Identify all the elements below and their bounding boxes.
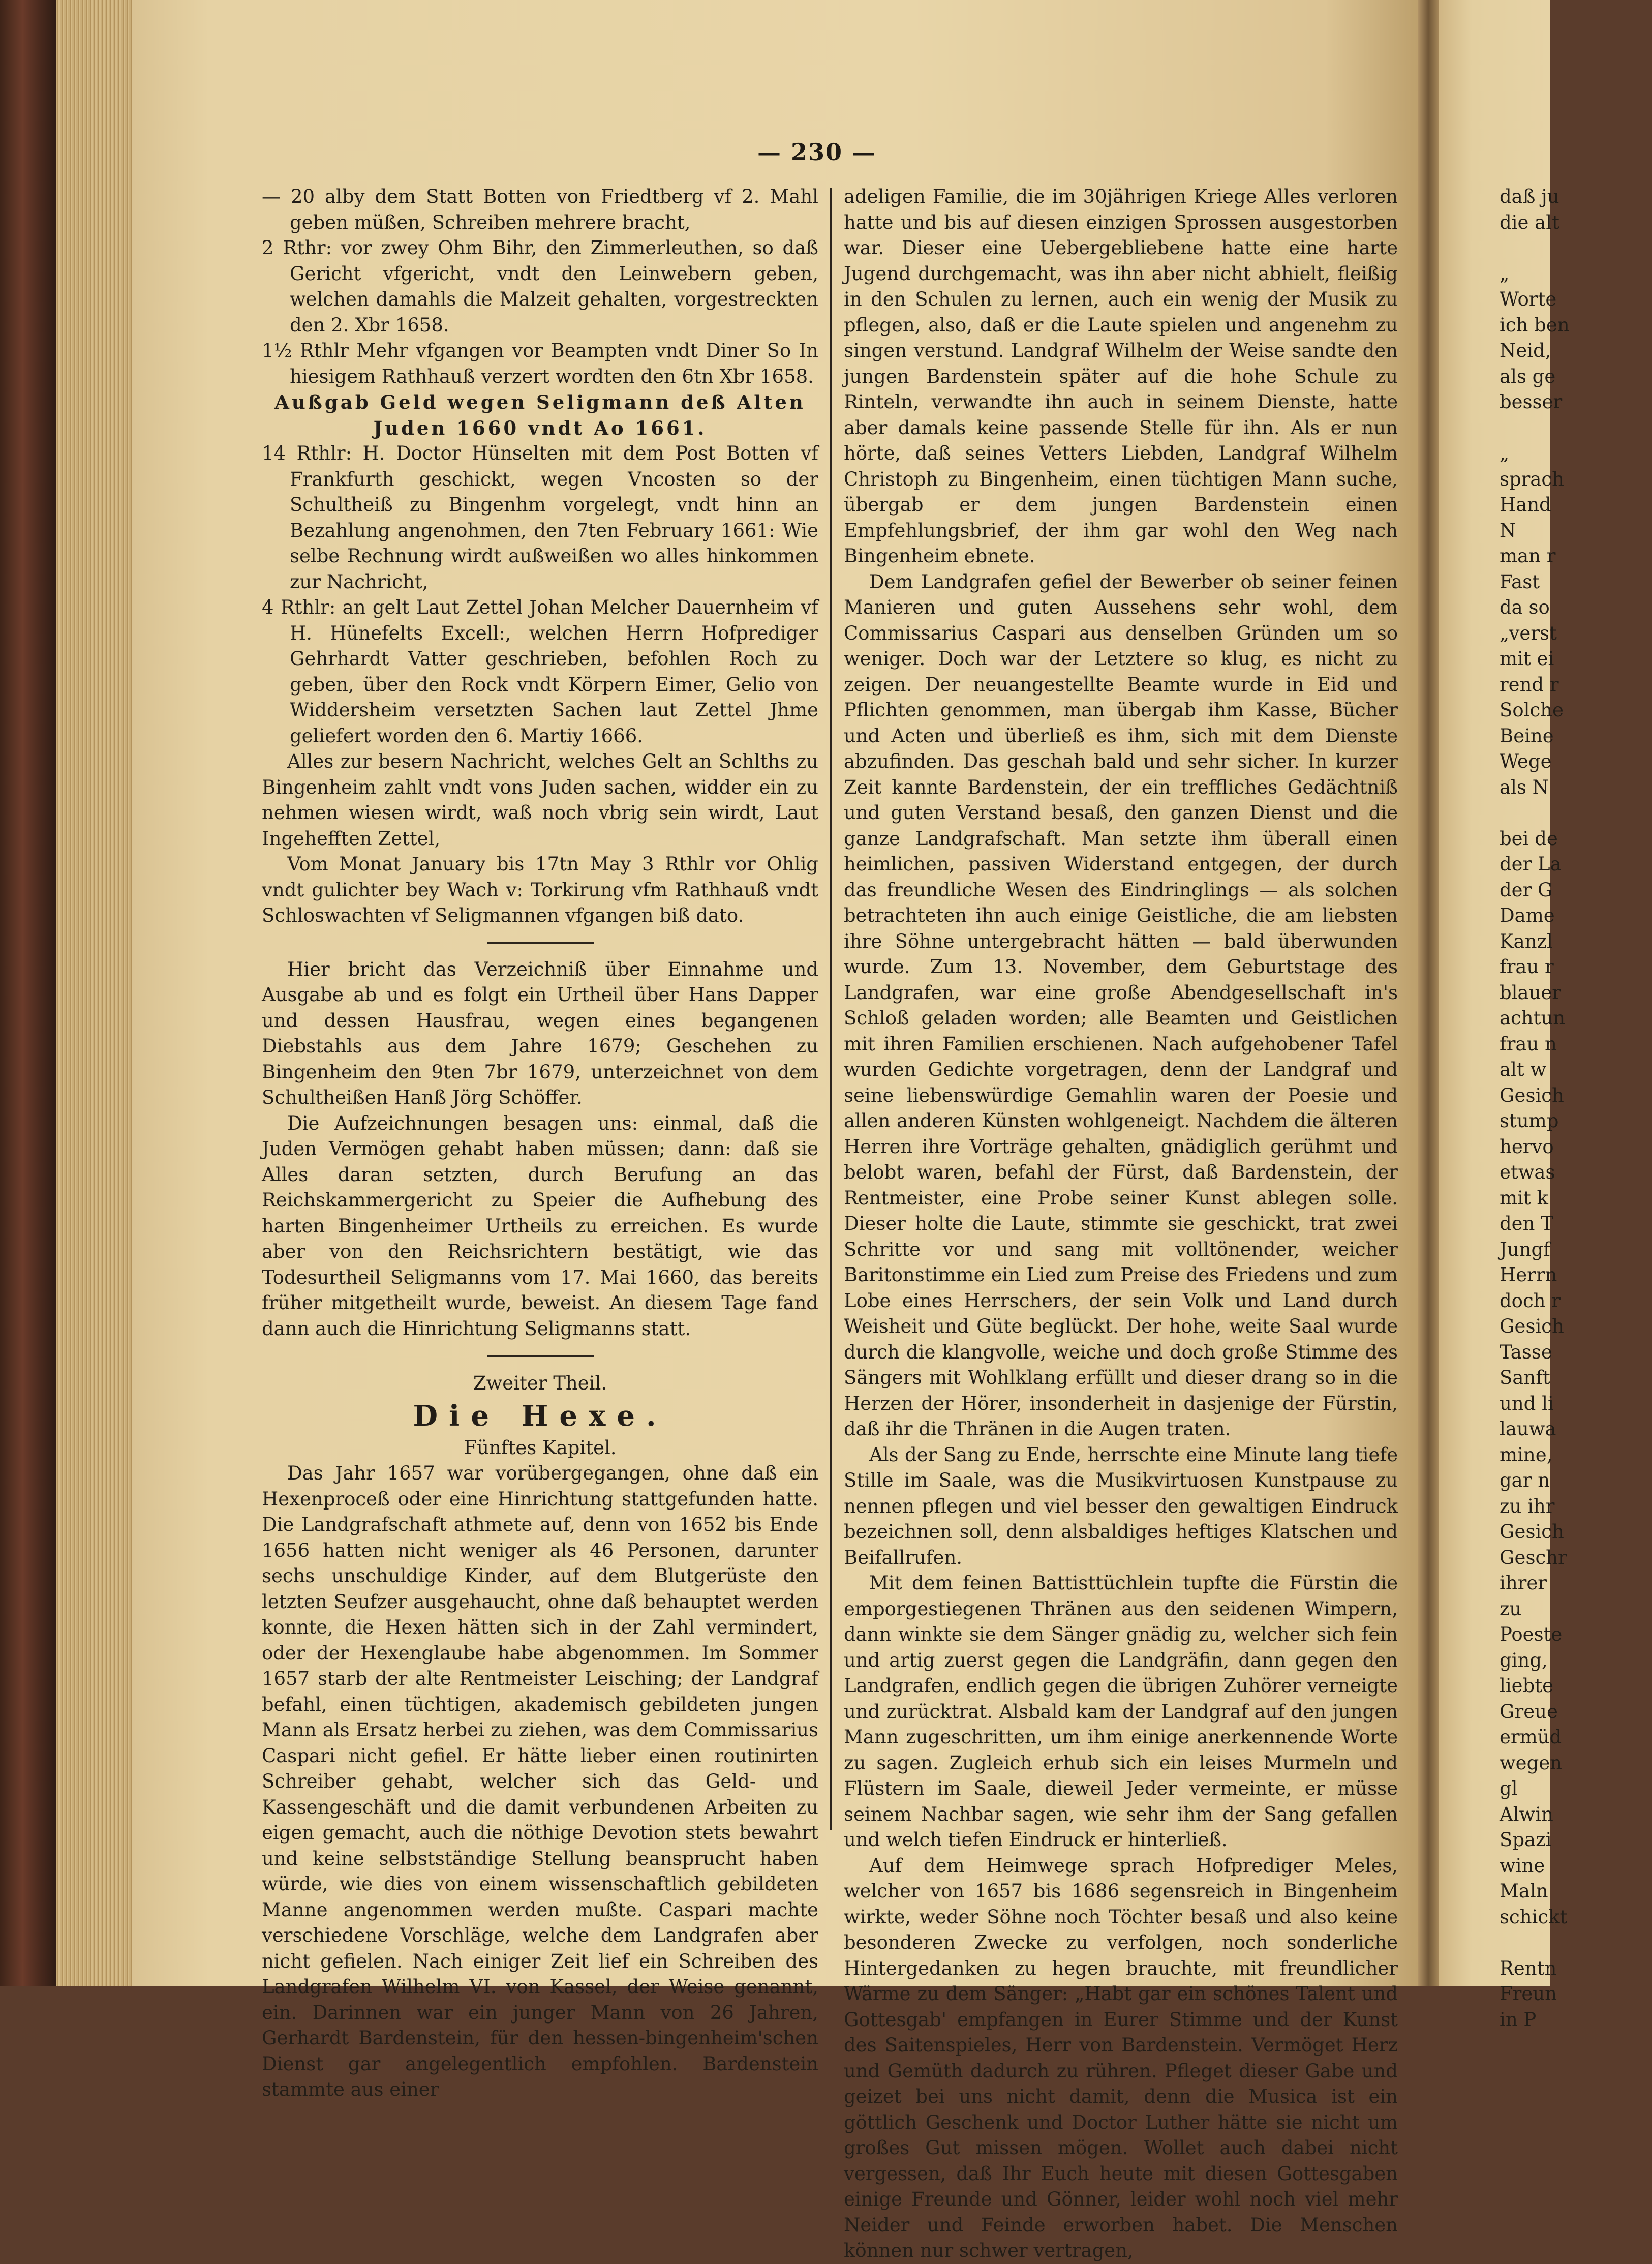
next-page-line: Geschr bbox=[1500, 1546, 1567, 1568]
next-page-line: N bbox=[1500, 519, 1516, 541]
next-page-line: sprach bbox=[1500, 468, 1564, 490]
next-page-line: ihrer bbox=[1500, 1572, 1547, 1594]
ledger-entry: — 20 alby dem Statt Botten von Friedtberg vf 2. Mahl geben müßen, Schreiben mehrere bracht, bbox=[262, 186, 818, 233]
next-page-line: wine bbox=[1500, 1854, 1545, 1877]
next-page-fragments bbox=[1500, 184, 1652, 2033]
next-page-line: Fast bbox=[1500, 570, 1540, 593]
paragraph: Auf dem Heimwege sprach Hofprediger Meles, welcher von 1657 bis 1686 segensreich in Bingenheim wirkte, weder Söhne noch Töchter besaß und also keine besonderen Zwecke zu verfolgen, noch sonderliche Hintergedanken zu hegen brauchte, mit freundlicher Wärme zu dem Sänger: „Habt gar ein schönes Talent und Gottesgab' empfangen in Eurer Stimme und der Kunst des Saitenspieles, Herr von Bardenstein. Vermöget Herz und Gemüth dadurch zu rühren. Pfleget dieser Gabe und geizet bei uns nicht damit, denn die Musica ist ein göttlich Geschenk und Doctor Luther hätte sie nicht um großes Gut missen mögen. Wollet auch dabei nicht vergessen, daß Ihr Euch heute mit diesen Gottesgaben einige Freunde und Gönner, leider wohl noch viel mehr Neider und Feinde erworben habet. Die Menschen können nur schwer vertragen, bbox=[844, 1854, 1398, 2261]
section-heading: Außgab Geld wegen Seligmann deß Alten Juden 1660 vndt Ao 1661. bbox=[274, 391, 806, 439]
chapter-title: Fünftes Kapitel. bbox=[464, 1436, 617, 1459]
next-page-line: der G bbox=[1500, 879, 1553, 901]
next-page-line: frau r bbox=[1500, 956, 1554, 978]
paragraph: Dem Landgrafen gefiel der Bewerber ob seiner feinen Manieren und guten Aussehens sehr wohl, dem Commissarius Caspari aus denselben Gründen um so weniger. Doch war der Letztere so klug, es nicht zu zeigen. Der neuangestellte Beamte wurde in Eid und Pflichten genommen, man übergab ihm Kasse, Bücher und Acten und überließ es ihm, sich mit dem Dienste abzufinden. Das geschah bald und sehr sicher. In kurzer Zeit kannte Bardenstein, der ein treffliches Gedächtniß und guten Verstand besaß, den ganzen Dienst und die ganze Landgrafschaft. Man setzte ihm überall einen heimlichen, passiven Widerstand entgegen, der durch das freundliche Wesen des Eindringlings — als solchen betrachteten ihn auch einige Geistliche, die am liebsten ihre Söhne untergebracht hätten — bald überwunden wurde. Zum 13. November, dem Geburtstage des Landgrafen, war eine große Abendgesellschaft in's Schloß geladen worden; alle Beamten und Geistlichen mit ihren Familien erschienen. Nach aufgehobener Tafel wurden Gedichte vorgetragen, denn der Landgraf und seine liebenswürdige Gemahlin waren der Poesie und allen anderen Künsten wohlgeneigt. Nachdem die älteren Herren ihre Vorträge gehalten, gnädiglich gerühmt und belobt waren, befahl der Fürst, daß Bardenstein, der Rentmeister, eine Probe seiner Kunst ablegen solle. Dieser holte die Laute, stimmte sie geschickt, trat zwei Schritte vor und sang mit volltönender, weicher Baritonstimme ein Lied zum Preise des Friedens und zum Lobe eines Herrschers, der sein Volk und Land durch Weisheit und Güte beglückt. Der hohe, weite Saal wurde durch die klangvolle, weiche und doch große Stimme des Sängers mit Wohlklang erfüllt und dieser drang so in die Herzen der Hörer, insonderheit in dasjenige der Fürstin, daß ihr die Thränen in die Augen traten. bbox=[844, 570, 1398, 1440]
next-page-line: wegen bbox=[1500, 1752, 1562, 1774]
next-page-line: rend r bbox=[1500, 673, 1559, 696]
story-title: Die Hexe. bbox=[413, 1399, 667, 1433]
next-page-line: in P bbox=[1500, 2008, 1537, 2031]
paragraph: Die Aufzeichnungen besagen uns: einmal, daß die Juden Vermögen gehabt haben müssen; dann: daß sie Alles daran setzten, durch Berufung an das Reichskammergericht zu Speier die Aufhebung des harten Bingenheimer Urtheils zu erreichen. Es wurde aber von den Reichsrichtern bestätigt, wie das Todesurtheil Seligmanns vom 17. Mai 1660, das bereits früher mitgetheilt wurde, beweist. An diesem Tage fand dann auch die Hinrichtung Seligmanns statt. bbox=[262, 1112, 818, 1340]
next-page-line: Gesich bbox=[1500, 1315, 1564, 1337]
next-page-line: Solche bbox=[1500, 699, 1564, 721]
column-divider bbox=[830, 188, 832, 1830]
ledger-entry: 2 Rthr: vor zwey Ohm Bihr, den Zimmerleuthen, so daß Gericht vfgericht, vndt den Leinwebern geben, welchen damahls die Malzeit gehalten, vorgestreckten den 2. Xbr 1658. bbox=[262, 237, 818, 336]
next-page-line: Greue bbox=[1500, 1700, 1558, 1723]
next-page-line: lauwa bbox=[1500, 1418, 1556, 1440]
page-number: — 230 — bbox=[757, 138, 877, 166]
next-page-line: Maln bbox=[1500, 1880, 1548, 1902]
next-page-line: frau n bbox=[1500, 1033, 1557, 1055]
next-page-line: der La bbox=[1500, 853, 1562, 875]
book-gutter bbox=[1418, 0, 1439, 1986]
paragraph: Mit dem feinen Battisttüchlein tupfte die Fürstin die emporgestiegenen Thränen aus den seidenen Wimpern, dann winkte sie dem Sänger gnädig zu, welcher sich fein und artig zuerst gegen die Landgräfin, dann gegen den Landgrafen, endlich gegen die übrigen Zuhörer verneigte und zurücktrat. Alsbald kam der Landgraf auf den jungen Mann zugeschritten, um ihm einige anerkennende Worte zu sagen. Zugleich erhub sich ein leises Murmeln und Flüstern im Saale, dieweil Jeder vermeinte, er müsse seinem Nachbar sagen, wie sehr ihm der Sang gefallen und welch tiefen Eindruck er hinterließ. bbox=[844, 1572, 1398, 1851]
next-page-line bbox=[1500, 1930, 1652, 1956]
next-page-line: „ bbox=[1500, 442, 1510, 464]
next-page-line: doch r bbox=[1500, 1289, 1561, 1312]
paragraph: Vom Monat January bis 17tn May 3 Rthlr vor Ohlig vndt gulichter bey Wach v: Torkirung vfm Rathhauß vndt Schloswachten vf Seligmannen vfgangen biß dato. bbox=[262, 853, 818, 926]
next-page-line: Dame bbox=[1500, 904, 1555, 926]
next-page-line: zu bbox=[1500, 1597, 1522, 1620]
next-page-line: die alt bbox=[1500, 211, 1559, 233]
next-page-line: Alwin bbox=[1500, 1803, 1553, 1825]
next-page-line: alt w bbox=[1500, 1059, 1547, 1080]
next-page-line: stump bbox=[1500, 1110, 1559, 1132]
next-page-line: Kanzl bbox=[1500, 930, 1553, 952]
next-page-line: Sanft bbox=[1500, 1367, 1550, 1388]
next-page-line bbox=[1500, 415, 1652, 441]
next-page-line: zu ihr bbox=[1500, 1495, 1555, 1517]
next-page-line: ich ben bbox=[1500, 314, 1570, 336]
paragraph: Hier bricht das Verzeichniß über Einnahme und Ausgabe ab und es folgt ein Urtheil über Hans Dapper und dessen Hausfrau, wegen eines begangenen Diebstahls aus dem Jahre 1679; Geschehen zu Bingenheim den 9ten 7br 1679, unterzeichnet von dem Schultheißen Hanß Jörg Schöffer. bbox=[262, 958, 818, 1108]
separator-rule bbox=[487, 1355, 594, 1357]
next-page-line: etwas bbox=[1500, 1161, 1555, 1183]
next-page-line: den T bbox=[1500, 1213, 1553, 1234]
next-page-line: daß ju bbox=[1500, 186, 1559, 207]
paragraph: Das Jahr 1657 war vorübergegangen, ohne daß ein Hexenproceß oder eine Hinrichtung stattgefunden hatte. Die Landgrafschaft athmete auf, denn von 1652 bis Ende 1656 hatten nicht weniger als 46 Personen, darunter sechs unschuldige Kinder, auf dem Blutgerüste den letzten Seufzer ausgehaucht, ohne daß behauptet werden konnte, die Hexen hätten sich in der Zahl vermindert, oder der Hexenglaube habe abgenommen. Im Sommer 1657 starb der alte Rentmeister Leisching; der Landgraf befahl, einen tüchtigen, akademisch gebildeten jungen Mann als Ersatz herbei zu ziehen, was dem Commissarius Caspari nicht gefiel. Er hätte lieber einen routinirten Schreiber gehabt, welcher sich das Geld- und Kassengeschäft und die damit verbundenen Arbeiten zu eigen gemacht, auch die nöthige Devotion stets bewahrt und keine selbstständige Stellung beansprucht haben würde, wie dies von einem wissenschaftlich gebildeten Manne angenommen werden mußte. Caspari machte verschiedene Vorschläge, welche dem Landgrafen aber nicht gefielen. Nach einiger Zeit lief ein Schreiben des Landgrafen Wilhelm VI. von Kassel, der Weise genannt, ein. Darinnen war ein junger Mann von 26 Jahren, Gerhardt Bardenstein, für den hessen-bingenheim'schen Dienst gar angelegentlich empfohlen. Bardenstein stammte aus einer bbox=[262, 1462, 818, 2100]
next-page-line: als N bbox=[1500, 776, 1549, 798]
next-page-line: bei de bbox=[1500, 827, 1558, 850]
ledger-entry: 14 Rthlr: H. Doctor Hünselten mit dem Post Botten vf Frankfurth geschickt, wegen Vncosten so der Schultheiß zu Bingenhm vorgelegt, vndt hinn an Bezahlung angenohmen, den 7ten February 1661: Wie selbe Rechnung wirdt außweißen wo alles hinkommen zur Nachricht, bbox=[262, 442, 818, 593]
page-edges bbox=[56, 0, 132, 1986]
next-page-line: gl bbox=[1500, 1777, 1518, 1799]
next-page-line: Gesich bbox=[1500, 1521, 1564, 1543]
next-page-line: achtun bbox=[1500, 1007, 1566, 1029]
part-title: Zweiter Theil. bbox=[473, 1372, 607, 1394]
next-page-line: Tasse bbox=[1500, 1341, 1552, 1363]
next-page-line: Beine bbox=[1500, 725, 1554, 747]
next-page-line: Worte bbox=[1500, 288, 1557, 310]
next-page-line: Jungf bbox=[1500, 1238, 1550, 1260]
next-page-line: besser bbox=[1500, 391, 1563, 413]
right-column bbox=[844, 184, 1398, 2264]
next-page-line: liebte bbox=[1500, 1675, 1554, 1697]
paragraph: Als der Sang zu Ende, herrschte eine Minute lang tiefe Stille im Saale, was die Musikvirtuosen Kunstpause zu nennen pflegen und viel besser den gewaltigen Eindruck bezeichnen soll, denn alsbaldiges heftiges Klatschen und Beifallrufen. bbox=[844, 1443, 1398, 1568]
next-page-line: blauer bbox=[1500, 981, 1561, 1004]
next-page-line: mit ei bbox=[1500, 648, 1554, 670]
next-page-line: Neid, bbox=[1500, 340, 1551, 361]
next-page-line: Gesich bbox=[1500, 1084, 1564, 1106]
next-page-line: und li bbox=[1500, 1392, 1554, 1414]
next-page-line: Poeste bbox=[1500, 1623, 1563, 1645]
next-page-line: da so bbox=[1500, 596, 1550, 618]
next-page-line bbox=[1500, 235, 1652, 261]
next-page-line bbox=[1500, 800, 1652, 826]
book-cover-edge bbox=[0, 0, 56, 1986]
next-page-line: Herrn bbox=[1500, 1264, 1557, 1286]
next-page-line: mine, bbox=[1500, 1443, 1553, 1466]
next-page-line: „ bbox=[1500, 262, 1510, 285]
paragraph: Alles zur besern Nachricht, welches Gelt an Schlths zu Bingenheim zahlt vndt vons Juden sachen, widder ein zu nehmen wiesen wirdt, waß noch vbrig sein wirdt, Laut Ingehefften Zettel, bbox=[262, 750, 818, 850]
next-page-line: schickt bbox=[1500, 1906, 1568, 1928]
next-page-line: ermüd bbox=[1500, 1726, 1562, 1748]
next-page-line: hervo bbox=[1500, 1135, 1554, 1158]
next-page-line: Spazi bbox=[1500, 1829, 1552, 1851]
separator-rule bbox=[487, 942, 594, 944]
ledger-entry: 1½ Rthlr Mehr vfgangen vor Beampten vndt Diner So In hiesigem Rathhauß verzert wordten den 6tn Xbr 1658. bbox=[262, 340, 818, 387]
next-page-line: Wege bbox=[1500, 750, 1552, 772]
ledger-entry: 4 Rthlr: an gelt Laut Zettel Johan Melcher Dauernheim vf H. Hünefelts Excell:, welchen Herrn Hofprediger Gehrhardt Vatter geschrieben, befohlen Roch zu geben, über den Rock vndt Körpern Eimer, Gelio von Widdersheim versetzten Sachen laut Zettel Jhme geliefert worden den 6. Martiy 1666. bbox=[262, 596, 818, 747]
paragraph: adeligen Familie, die im 30jährigen Kriege Alles verloren hatte und bis auf diesen einzigen Sprossen ausgestorben war. Dieser eine Uebergebliebene hatte eine harte Jugend durchgemacht, was ihn aber nicht abhielt, fleißig in den Schulen zu lernen, auch ein wenig der Musik zu pflegen, also, daß er die Laute spielen und angenehm zu singen verstund. Landgraf Wilhelm der Weise sandte den jungen Bardenstein später auf die hohe Schule zu Rinteln, verwandte ihn auch in seinem Dienste, hatte aber damals keine passende Stelle für ihn. Als er nun hörte, daß seines Vetters Liebden, Landgraf Wilhelm Christoph zu Bingenheim, einen tüchtigen Mann suche, übergab er dem jungen Bardenstein einen Empfehlungsbrief, der ihm gar wohl den Weg nach Bingenheim ebnete. bbox=[844, 186, 1398, 567]
next-page-line: Rentn bbox=[1500, 1957, 1557, 1979]
left-column bbox=[262, 184, 818, 2103]
next-page-line: ging, bbox=[1500, 1649, 1548, 1671]
next-page-line: „verst bbox=[1500, 622, 1557, 644]
next-page-line: Hand bbox=[1500, 494, 1551, 516]
next-page-line: mit k bbox=[1500, 1187, 1548, 1209]
next-page-line: man r bbox=[1500, 545, 1556, 567]
next-page-line: Freun bbox=[1500, 1983, 1557, 2005]
next-page-line: als ge bbox=[1500, 365, 1556, 387]
next-page-line: gar n bbox=[1500, 1469, 1550, 1491]
next-page-edge bbox=[1439, 0, 1570, 2031]
